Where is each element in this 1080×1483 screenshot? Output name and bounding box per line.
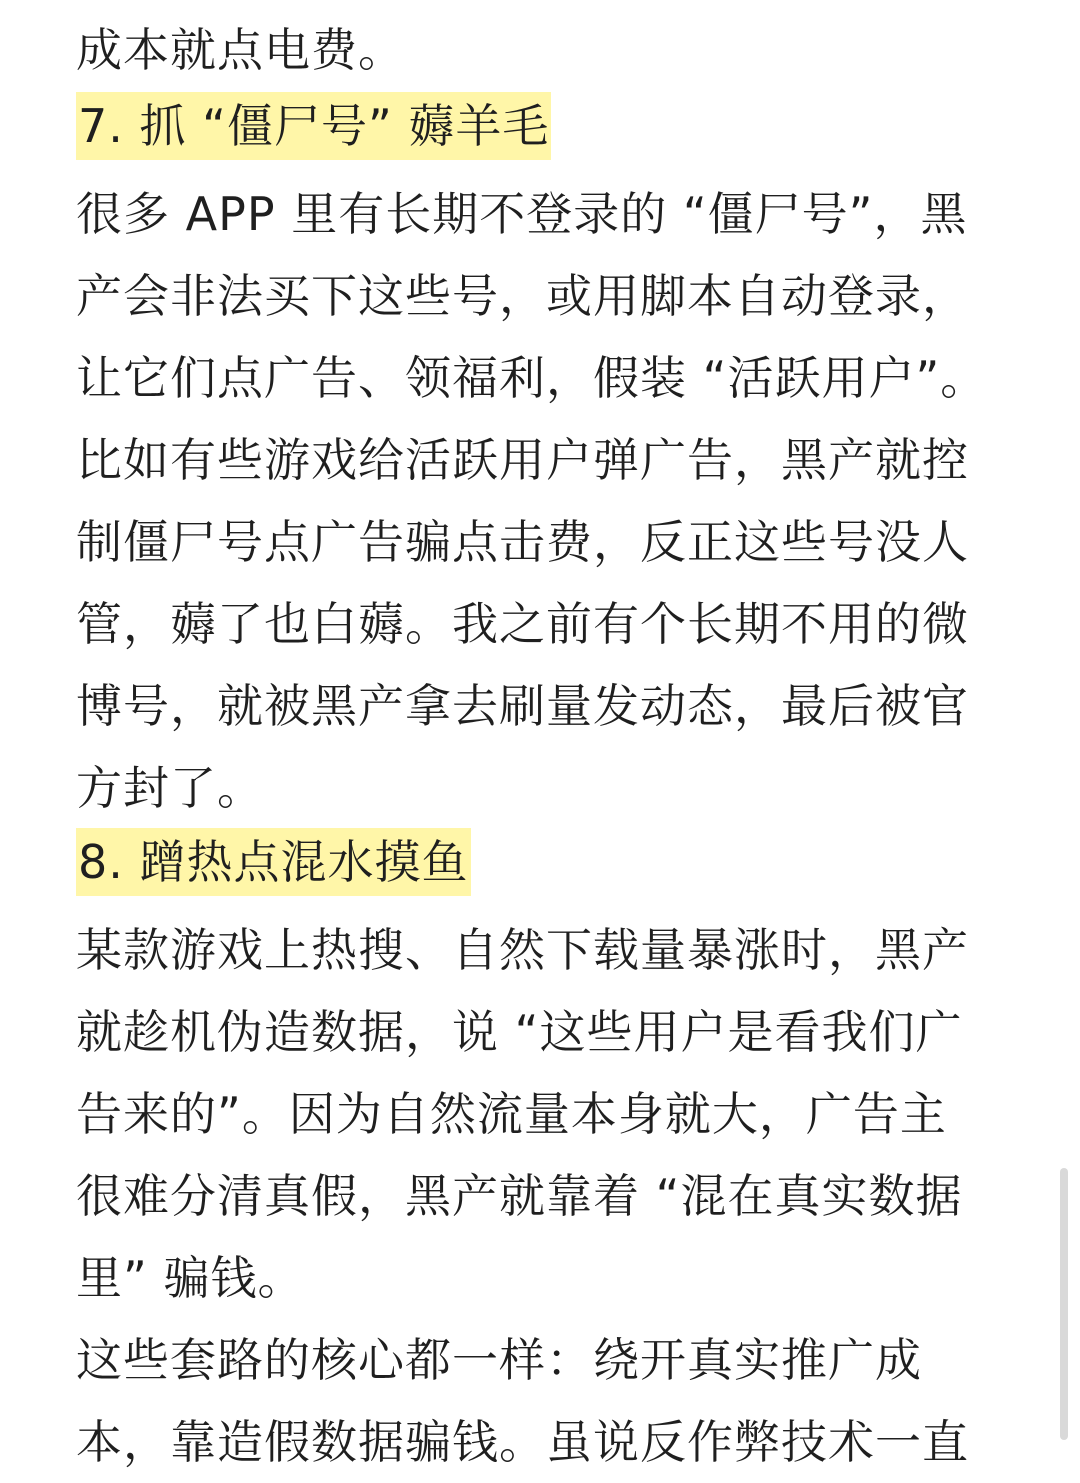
- paragraph-line: 制僵尸号点广告骗点击费，反正这些号没人: [76, 515, 969, 569]
- paragraph-line: 告来的”。因为自然流量本身就大，广告主: [76, 1087, 947, 1141]
- paragraph-line: 这些套路的核心都一样：绕开真实推广成: [76, 1333, 922, 1387]
- paragraph-line: 产会非法买下这些号，或用脚本自动登录，: [76, 269, 969, 323]
- paragraph-line: 就趁机伪造数据，说 “这些用户是看我们广: [76, 1005, 963, 1059]
- highlighted-heading: 7. 抓 “僵尸号” 薅羊毛: [76, 92, 551, 160]
- section-heading-8: [76, 828, 471, 908]
- section-8-paragraph: [76, 909, 969, 1319]
- paragraph-line: 很难分清真假，黑产就靠着 “混在真实数据: [76, 1169, 963, 1223]
- paragraph-line: 管，薅了也白薅。我之前有个长期不用的微: [76, 597, 969, 651]
- paragraph-line: 让它们点广告、领福利，假装 “活跃用户”。: [76, 351, 988, 405]
- scrollbar-thumb[interactable]: [1060, 1168, 1068, 1440]
- paragraph-line: 方封了。: [76, 761, 264, 815]
- paragraph-line: 成本就点电费。: [76, 23, 405, 77]
- summary-paragraph: [76, 1319, 969, 1483]
- section-7-paragraph: [76, 173, 987, 829]
- section-heading-7: [76, 92, 551, 172]
- paragraph-line: 博号，就被黑产拿去刷量发动态，最后被官: [76, 679, 969, 733]
- highlighted-heading: 8. 蹭热点混水摸鱼: [76, 828, 471, 896]
- paragraph-line: 里” 骗钱。: [76, 1251, 305, 1305]
- paragraph-line: 很多 APP 里有长期不登录的 “僵尸号”，黑: [76, 187, 968, 241]
- paragraph-line: 比如有些游戏给活跃用户弹广告，黑产就控: [76, 433, 969, 487]
- paragraph-line: 本，靠造假数据骗钱。虽说反作弊技术一直: [76, 1415, 969, 1469]
- paragraph-line: 某款游戏上热搜、自然下载量暴涨时，黑产: [76, 923, 969, 977]
